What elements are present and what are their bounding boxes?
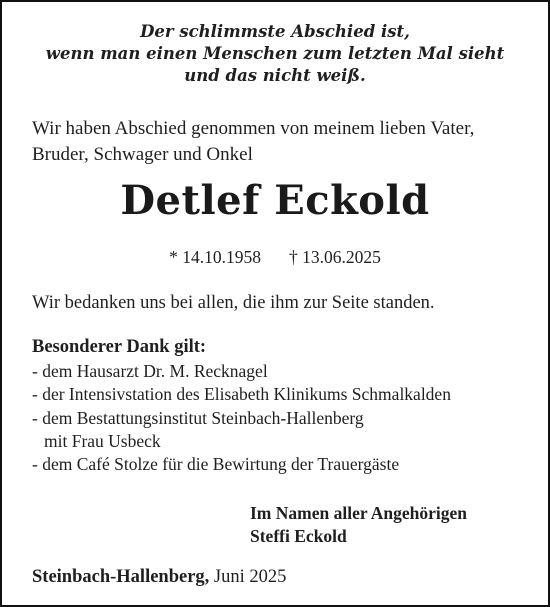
list-item: - der Intensivstation des Elisabeth Klinikums Schmalkalden xyxy=(32,384,451,405)
signature-block xyxy=(250,502,467,548)
list-item: - dem Café Stolze für die Bewirtung der Trauergäste xyxy=(32,454,400,475)
signature-line: Im Namen aller Angehörigen xyxy=(250,503,467,523)
signature-name: Steffi Eckold xyxy=(250,526,347,546)
list-item: - dem Bestattungsinstitut Steinbach-Hallenberg xyxy=(32,407,364,428)
special-thanks-heading: Besonderer Dank gilt: xyxy=(32,337,207,357)
footer-place: Steinbach-Hallenberg, xyxy=(32,567,210,587)
thanks-text: Wir bedanken uns bei allen, die ihm zur Seite standen. xyxy=(32,293,435,313)
life-dates xyxy=(2,245,548,269)
motto-line: und das nicht weiß. xyxy=(184,66,366,85)
death-date: † 13.06.2025 xyxy=(289,247,381,267)
intro-text xyxy=(32,116,532,168)
intro-line: Wir haben Abschied genommen von meinem lieben Vater, xyxy=(32,118,475,139)
birth-date: * 14.10.1958 xyxy=(169,247,261,267)
motto-line: Der schlimmste Abschied ist, xyxy=(140,22,410,41)
special-thanks-list xyxy=(32,360,542,476)
list-item-continuation: mit Frau Usbeck xyxy=(44,430,161,451)
motto-line: wenn man einen Menschen zum letzten Mal sieht xyxy=(45,44,505,63)
deceased-name: Detlef Eckold xyxy=(120,177,430,224)
intro-line: Bruder, Schwager und Onkel xyxy=(32,144,253,165)
list-item: - dem Hausarzt Dr. M. Recknagel xyxy=(32,361,268,381)
footer-date: Juni 2025 xyxy=(213,567,287,587)
motto-quote xyxy=(2,21,548,87)
place-date-line xyxy=(32,564,286,590)
